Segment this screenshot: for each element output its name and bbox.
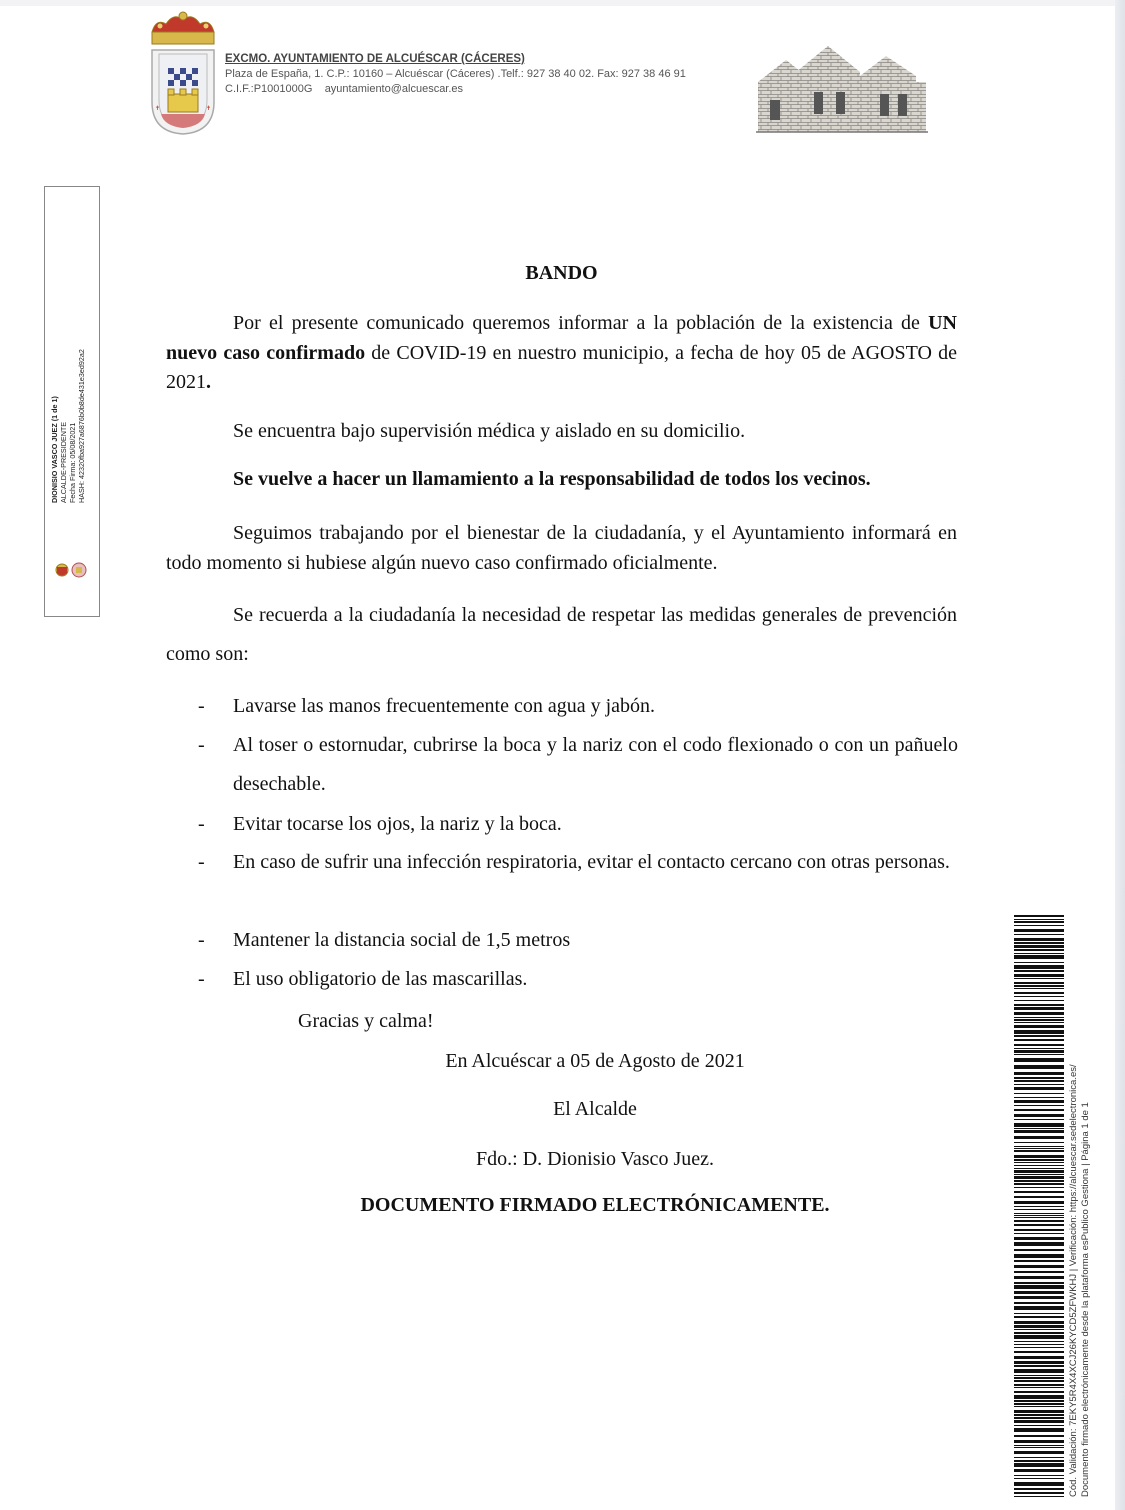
document-title: BANDO — [525, 262, 598, 284]
barcode-bar — [1014, 970, 1064, 972]
barcode-bar — [1014, 1445, 1064, 1446]
signer-title: El Alcalde — [553, 1098, 637, 1120]
barcode-bar — [1014, 1109, 1064, 1111]
validation-platform: Documento firmado electrónicamente desde la plataforma esPublico Gestiona | Página 1 de 1 — [1079, 1102, 1091, 1497]
barcode-bar — [1014, 1420, 1064, 1423]
barcode-bar — [1014, 1022, 1064, 1023]
signature-date: Fecha Firma: 05/08/2021 — [68, 422, 77, 503]
barcode-bar — [1014, 1159, 1064, 1161]
org-cif: C.I.F.:P1001000G — [225, 83, 313, 95]
barcode-bar — [1014, 1406, 1064, 1407]
barcode-bar — [1014, 955, 1064, 959]
org-email: ayuntamiento@alcuescar.es — [324, 83, 464, 95]
announcement-text-a: Por el presente comunicado queremos informar a la población de la existencia de — [233, 312, 929, 334]
barcode-bar — [1014, 1233, 1064, 1234]
barcode-bar — [1014, 1180, 1064, 1182]
barcode-bar — [1014, 1425, 1064, 1426]
barcode-bar — [1014, 1282, 1064, 1284]
barcode-bar — [1014, 1496, 1064, 1497]
barcode-bar — [1014, 1361, 1064, 1364]
list-item — [198, 805, 958, 844]
signature-role: ALCALDE-PRESIDENTE — [59, 421, 68, 503]
place-date: En Alcuéscar a 05 de Agosto de 2021 — [445, 1050, 745, 1072]
barcode-bar — [1014, 1302, 1064, 1304]
barcode-bar — [1014, 1000, 1064, 1001]
barcode-bar — [1014, 953, 1064, 954]
barcode-bar — [1014, 942, 1064, 944]
barcode-bar — [1014, 988, 1064, 989]
barcode-bar — [1014, 1168, 1064, 1169]
barcode-bar — [1014, 1414, 1064, 1416]
barcode-bar — [1014, 1220, 1064, 1222]
barcode-bar — [1014, 1035, 1064, 1037]
org-title: EXCMO. AYUNTAMIENTO DE ALCUÉSCAR (CÁCERES) — [225, 53, 525, 65]
list-bullet: - — [198, 929, 205, 951]
barcode-bar — [1014, 1174, 1064, 1175]
barcode-bar — [1014, 1321, 1064, 1324]
list-bullet: - — [198, 968, 205, 990]
barcode-bar — [1014, 1072, 1064, 1075]
validation-code: Cód. Validación: 7EKY5R4X4XCJ26KYCD5ZFWKHJ | Verificación: https://alcuescar.sedelectronica.es/ — [1068, 1064, 1079, 1497]
list-item — [198, 843, 958, 882]
list-bullet: - — [198, 695, 205, 717]
barcode-bar — [1014, 1206, 1064, 1207]
barcode-bar — [1014, 1380, 1064, 1382]
barcode-bar — [1014, 1403, 1064, 1405]
barcode-bar — [1014, 1365, 1064, 1367]
barcode-bar — [1014, 1463, 1064, 1467]
barcode-bar — [1014, 1316, 1064, 1318]
list-item — [198, 921, 958, 960]
list-item-text: Lavarse las manos frecuentemente con agua y jabón. — [233, 695, 656, 717]
barcode-bar — [1014, 915, 1064, 917]
barcode-bar — [1014, 1093, 1064, 1094]
list-item — [198, 726, 958, 804]
barcode-bar — [1014, 1428, 1064, 1432]
barcode-bar — [1014, 1017, 1064, 1018]
barcode-bar — [1014, 1460, 1064, 1462]
list-bullet: - — [198, 813, 205, 835]
list-bullet: - — [198, 734, 205, 756]
paragraph-supervision: Se encuentra bajo supervisión médica y aislado en su domicilio. — [233, 420, 746, 442]
barcode-bar — [1014, 1329, 1064, 1330]
barcode-bar — [1014, 1004, 1064, 1006]
barcode-bar — [1014, 1229, 1064, 1231]
barcode-bar — [1014, 934, 1064, 935]
barcode-bar — [1014, 1054, 1064, 1055]
barcode-bar — [1014, 1019, 1064, 1021]
list-item-text: Al toser o estornudar, cubrirse la boca y la nariz con el codo flexionado o con un pañuelo desechable. — [233, 734, 958, 795]
signer-name: Fdo.: D. Dionisio Vasco Juez. — [476, 1148, 714, 1170]
barcode-bar — [1014, 1142, 1064, 1143]
barcode-bar — [1014, 1447, 1064, 1448]
barcode-bar — [1014, 1128, 1064, 1129]
barcode-bar — [1014, 1306, 1064, 1310]
barcode-bar — [1014, 962, 1064, 963]
barcode-bar — [1014, 921, 1064, 923]
signature-hash: HASH: 42320fba927a6876b0b8de431e3ed92a2 — [77, 349, 86, 503]
barcode-bar — [1014, 1285, 1064, 1289]
barcode-bar — [1014, 1136, 1064, 1139]
barcode-bar — [1014, 1410, 1064, 1413]
paragraph-wellbeing: Seguimos trabajando por el bienestar de la ciudadanía, y el Ayuntamiento informará en todo momento si hubiese algún nuevo caso confirmado oficialmente. — [166, 522, 957, 574]
barcode-bar — [1014, 1087, 1064, 1090]
barcode-bar — [1014, 1119, 1064, 1120]
barcode-bar — [1014, 1039, 1064, 1041]
barcode-bar — [1014, 1265, 1064, 1268]
barcode-bar — [1014, 1249, 1064, 1251]
barcode-bar — [1014, 1084, 1064, 1085]
barcode-bar — [1014, 1209, 1064, 1210]
barcode-bar — [1014, 1191, 1064, 1193]
barcode-bar — [1014, 1213, 1064, 1214]
announcement-text-b: de COVID-19 en nuestro municipio, a fecha de hoy 05 de AGOSTO de 2021 — [166, 341, 958, 393]
page-top-edge — [0, 0, 1125, 6]
barcode-bar — [1014, 1457, 1064, 1458]
closing-phrase: Gracias y calma! — [298, 1010, 434, 1032]
barcode-bar — [1014, 1492, 1064, 1494]
svg-text:✝: ✝ — [206, 106, 212, 112]
barcode-bar — [1014, 1335, 1064, 1339]
signature-stamp — [50, 303, 86, 503]
org-ids — [225, 82, 686, 97]
barcode-bar — [1014, 1165, 1064, 1166]
barcode-bar — [1014, 1007, 1064, 1010]
barcode-bar — [1014, 1271, 1064, 1273]
barcode-bar — [1014, 1356, 1064, 1359]
barcode-bar — [1014, 1105, 1064, 1106]
barcode-bar — [1014, 1130, 1064, 1133]
barcode-bar — [1014, 996, 1064, 997]
barcode-bar — [1014, 1150, 1064, 1152]
paragraph-announcement — [166, 309, 957, 398]
barcode-bar — [1014, 1375, 1064, 1376]
barcode-bar — [1014, 1242, 1064, 1246]
barcode-bar — [1014, 1332, 1064, 1334]
barcode-bar — [1014, 1012, 1064, 1015]
barcode-bar — [1014, 1183, 1064, 1185]
barcode-bar — [1014, 938, 1064, 941]
barcode-bar — [1014, 1025, 1064, 1028]
barcode-bar — [1014, 1400, 1064, 1402]
list-item-text: Evitar tocarse los ojos, la nariz y la boca. — [233, 813, 562, 835]
barcode-bar — [1014, 1417, 1064, 1419]
signed-notice: DOCUMENTO FIRMADO ELECTRÓNICAMENTE. — [360, 1194, 830, 1216]
barcode-bar — [1014, 992, 1064, 994]
barcode-bar — [1014, 919, 1064, 920]
barcode-bar — [1014, 1276, 1064, 1279]
signature-name: DIONISIO VASCO JUEZ (1 de 1) — [50, 396, 59, 503]
barcode-bar — [1014, 1482, 1064, 1486]
announcement-end: . — [206, 371, 211, 393]
barcode-bar — [1014, 1369, 1064, 1373]
barcode — [1014, 915, 1064, 1497]
barcode-bar — [1014, 1176, 1064, 1179]
announcement-bold: UN nuevo caso confirmado — [166, 312, 957, 364]
barcode-bar — [1014, 929, 1064, 932]
barcode-bar — [1014, 1296, 1064, 1299]
list-item-text: En caso de sufrir una infección respiratoria, evitar el contacto cercano con otras personas. — [233, 851, 950, 873]
barcode-bar — [1014, 1237, 1064, 1240]
barcode-bar — [1014, 965, 1064, 969]
svg-text:✝: ✝ — [155, 106, 161, 112]
barcode-bar — [1014, 1254, 1064, 1258]
barcode-bar — [1014, 1469, 1064, 1472]
church-illustration — [756, 42, 928, 134]
seal-icon — [52, 558, 88, 582]
coat-of-arms-logo — [146, 10, 220, 136]
barcode-bar — [1014, 1196, 1064, 1198]
barcode-bar — [1014, 1488, 1064, 1490]
barcode-bar — [1014, 978, 1064, 979]
barcode-bar — [1014, 1155, 1064, 1158]
list-item-text: Mantener la distancia social de 1,5 metros — [233, 929, 571, 951]
barcode-bar — [1014, 982, 1064, 984]
barcode-bar — [1014, 1162, 1064, 1163]
paragraph-appeal: Se vuelve a hacer un llamamiento a la responsabilidad de todos los vecinos. — [233, 468, 871, 490]
barcode-bar — [1014, 1058, 1064, 1062]
barcode-bar — [1014, 1100, 1064, 1103]
barcode-bar — [1014, 1391, 1064, 1393]
list-bullet: - — [198, 851, 205, 873]
barcode-bar — [1014, 1395, 1064, 1399]
list-item — [198, 960, 958, 999]
barcode-bar — [1014, 1325, 1064, 1328]
letterhead — [225, 52, 686, 97]
barcode-bar — [1014, 1201, 1064, 1204]
barcode-bar — [1014, 1435, 1064, 1437]
barcode-bar — [1014, 925, 1064, 926]
barcode-bar — [1014, 1475, 1064, 1476]
barcode-bar — [1014, 1440, 1064, 1443]
barcode-bar — [1014, 1215, 1064, 1216]
org-address: Plaza de España, 1. C.P.: 10160 – Alcuéscar (Cáceres) .Telf.: 927 38 40 02. Fax: 927 38 46 91 — [225, 68, 686, 80]
page-right-edge — [1115, 0, 1125, 1510]
barcode-bar — [1014, 1387, 1064, 1388]
barcode-bar — [1014, 1224, 1064, 1226]
barcode-bar — [1014, 1377, 1064, 1379]
list-item — [198, 687, 958, 726]
barcode-bar — [1014, 1341, 1064, 1342]
barcode-bar — [1014, 945, 1064, 948]
barcode-bar — [1014, 1123, 1064, 1127]
barcode-bar — [1014, 1048, 1064, 1049]
barcode-bar — [1014, 1187, 1064, 1188]
barcode-bar — [1014, 949, 1064, 951]
list-item-text: El uso obligatorio de las mascarillas. — [233, 968, 528, 990]
barcode-bar — [1014, 1050, 1064, 1053]
barcode-bar — [1014, 1030, 1064, 1034]
barcode-bar — [1014, 1344, 1064, 1345]
barcode-bar — [1014, 1065, 1064, 1069]
barcode-bar — [1014, 1097, 1064, 1098]
barcode-bar — [1014, 1077, 1064, 1079]
barcode-bar — [1014, 974, 1064, 977]
barcode-bar — [1014, 1080, 1064, 1082]
barcode-bar — [1014, 1351, 1064, 1353]
barcode-bar — [1014, 1291, 1064, 1294]
barcode-bar — [1014, 1146, 1064, 1147]
barcode-bar — [1014, 1148, 1064, 1149]
paragraph-reminder: Se recuerda a la ciudadanía la necesidad de respetar las medidas generales de prevención como son: — [166, 604, 957, 665]
barcode-bar — [1014, 1347, 1064, 1348]
barcode-bar — [1014, 1170, 1064, 1173]
barcode-bar — [1014, 1114, 1064, 1117]
validation-footer — [1068, 977, 1091, 1497]
barcode-bar — [1014, 1384, 1064, 1386]
barcode-bar — [1014, 1313, 1064, 1314]
barcode-bar — [1014, 1044, 1064, 1046]
barcode-bar — [1014, 1217, 1064, 1218]
barcode-bar — [1014, 985, 1064, 987]
barcode-bar — [1014, 1451, 1064, 1454]
barcode-bar — [1014, 1260, 1064, 1262]
barcode-bar — [1014, 1478, 1064, 1479]
